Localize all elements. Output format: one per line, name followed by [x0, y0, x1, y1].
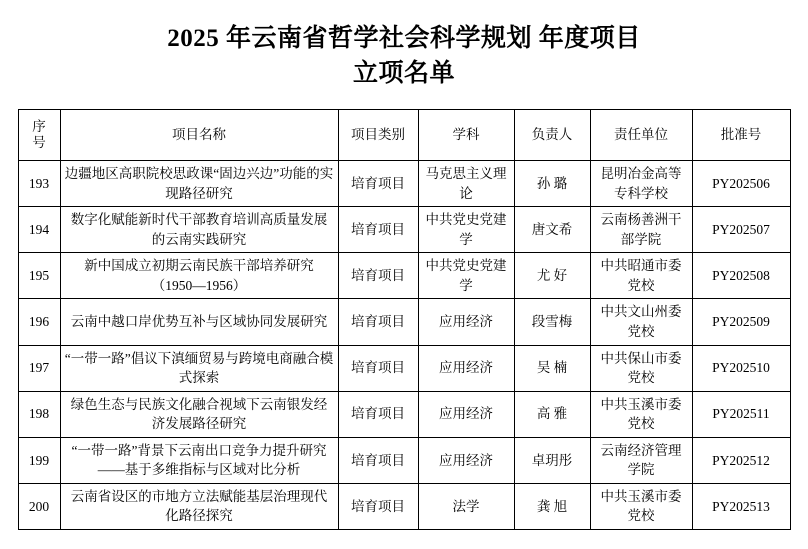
cell-approval-number: PY202513 [692, 483, 790, 529]
cell-approval-number: PY202512 [692, 437, 790, 483]
cell-sequence: 200 [18, 483, 60, 529]
column-header-approval-number: 批准号 [692, 110, 790, 161]
cell-leader: 高 雅 [514, 391, 590, 437]
table-row [18, 437, 790, 483]
cell-sequence: 197 [18, 345, 60, 391]
cell-leader: 唐文希 [514, 207, 590, 253]
column-header-leader: 负责人 [514, 110, 590, 161]
cell-approval-number: PY202510 [692, 345, 790, 391]
cell-sequence: 199 [18, 437, 60, 483]
cell-sequence: 195 [18, 253, 60, 299]
table-row [18, 483, 790, 529]
column-header-category: 项目类别 [338, 110, 418, 161]
cell-project-name: 云南省设区的市地方立法赋能基层治理现代化路径探究 [60, 483, 338, 529]
cell-project-name: 边疆地区高职院校思政课“固边兴边”功能的实现路径研究 [60, 161, 338, 207]
cell-subject: 中共党史党建学 [418, 253, 514, 299]
cell-unit: 云南杨善洲干部学院 [590, 207, 692, 253]
table-row [18, 391, 790, 437]
table-header-row [18, 110, 790, 161]
cell-unit: 云南经济管理学院 [590, 437, 692, 483]
cell-category: 培育项目 [338, 207, 418, 253]
table-row [18, 253, 790, 299]
cell-approval-number: PY202506 [692, 161, 790, 207]
cell-category: 培育项目 [338, 253, 418, 299]
cell-category: 培育项目 [338, 161, 418, 207]
cell-approval-number: PY202507 [692, 207, 790, 253]
page-title [0, 0, 808, 91]
cell-unit: 中共玉溪市委党校 [590, 483, 692, 529]
cell-subject: 中共党史党建学 [418, 207, 514, 253]
cell-category: 培育项目 [338, 299, 418, 345]
cell-sequence: 194 [18, 207, 60, 253]
cell-project-name: “一带一路”背景下云南出口竞争力提升研究——基于多维指标与区域对比分析 [60, 437, 338, 483]
cell-sequence: 198 [18, 391, 60, 437]
cell-category: 培育项目 [338, 345, 418, 391]
cell-unit: 中共玉溪市委党校 [590, 391, 692, 437]
cell-unit: 中共保山市委党校 [590, 345, 692, 391]
cell-subject: 应用经济 [418, 391, 514, 437]
cell-project-name: “一带一路”倡议下滇缅贸易与跨境电商融合模式探索 [60, 345, 338, 391]
cell-category: 培育项目 [338, 437, 418, 483]
table-row [18, 207, 790, 253]
cell-subject: 应用经济 [418, 299, 514, 345]
column-header-sequence-line-1: 序 [32, 118, 46, 134]
column-header-project-name: 项目名称 [60, 110, 338, 161]
cell-leader: 段雪梅 [514, 299, 590, 345]
cell-unit: 中共文山州委党校 [590, 299, 692, 345]
cell-unit: 昆明冶金高等专科学校 [590, 161, 692, 207]
cell-project-name: 新中国成立初期云南民族干部培养研究（1950—1956） [60, 253, 338, 299]
cell-project-name: 云南中越口岸优势互补与区域协同发展研究 [60, 299, 338, 345]
column-header-sequence-line-2: 号 [32, 135, 46, 150]
cell-approval-number: PY202511 [692, 391, 790, 437]
cell-category: 培育项目 [338, 391, 418, 437]
page-title-line-1: 2025 年云南省哲学社会科学规划 年度项目 [167, 25, 641, 52]
cell-subject: 应用经济 [418, 437, 514, 483]
table-row [18, 345, 790, 391]
cell-category: 培育项目 [338, 483, 418, 529]
cell-unit: 中共昭通市委党校 [590, 253, 692, 299]
cell-subject: 应用经济 [418, 345, 514, 391]
cell-approval-number: PY202509 [692, 299, 790, 345]
column-header-unit: 责任单位 [590, 110, 692, 161]
cell-leader: 卓玥彤 [514, 437, 590, 483]
page-title-line-2: 立项名单 [352, 59, 455, 87]
cell-sequence: 196 [18, 299, 60, 345]
cell-subject: 马克思主义理论 [418, 161, 514, 207]
column-header-subject: 学科 [418, 110, 514, 161]
table-row [18, 299, 790, 345]
cell-approval-number: PY202508 [692, 253, 790, 299]
column-header-sequence [18, 110, 60, 161]
cell-leader: 龚 旭 [514, 483, 590, 529]
table-row [18, 161, 790, 207]
table-header [18, 110, 790, 161]
project-listing-table [18, 109, 791, 530]
cell-sequence: 193 [18, 161, 60, 207]
cell-leader: 吴 楠 [514, 345, 590, 391]
table-body [18, 161, 790, 530]
cell-project-name: 数字化赋能新时代干部教育培训高质量发展的云南实践研究 [60, 207, 338, 253]
cell-leader: 尤 好 [514, 253, 590, 299]
cell-project-name: 绿色生态与民族文化融合视域下云南银发经济发展路径研究 [60, 391, 338, 437]
cell-leader: 孙 璐 [514, 161, 590, 207]
cell-subject: 法学 [418, 483, 514, 529]
